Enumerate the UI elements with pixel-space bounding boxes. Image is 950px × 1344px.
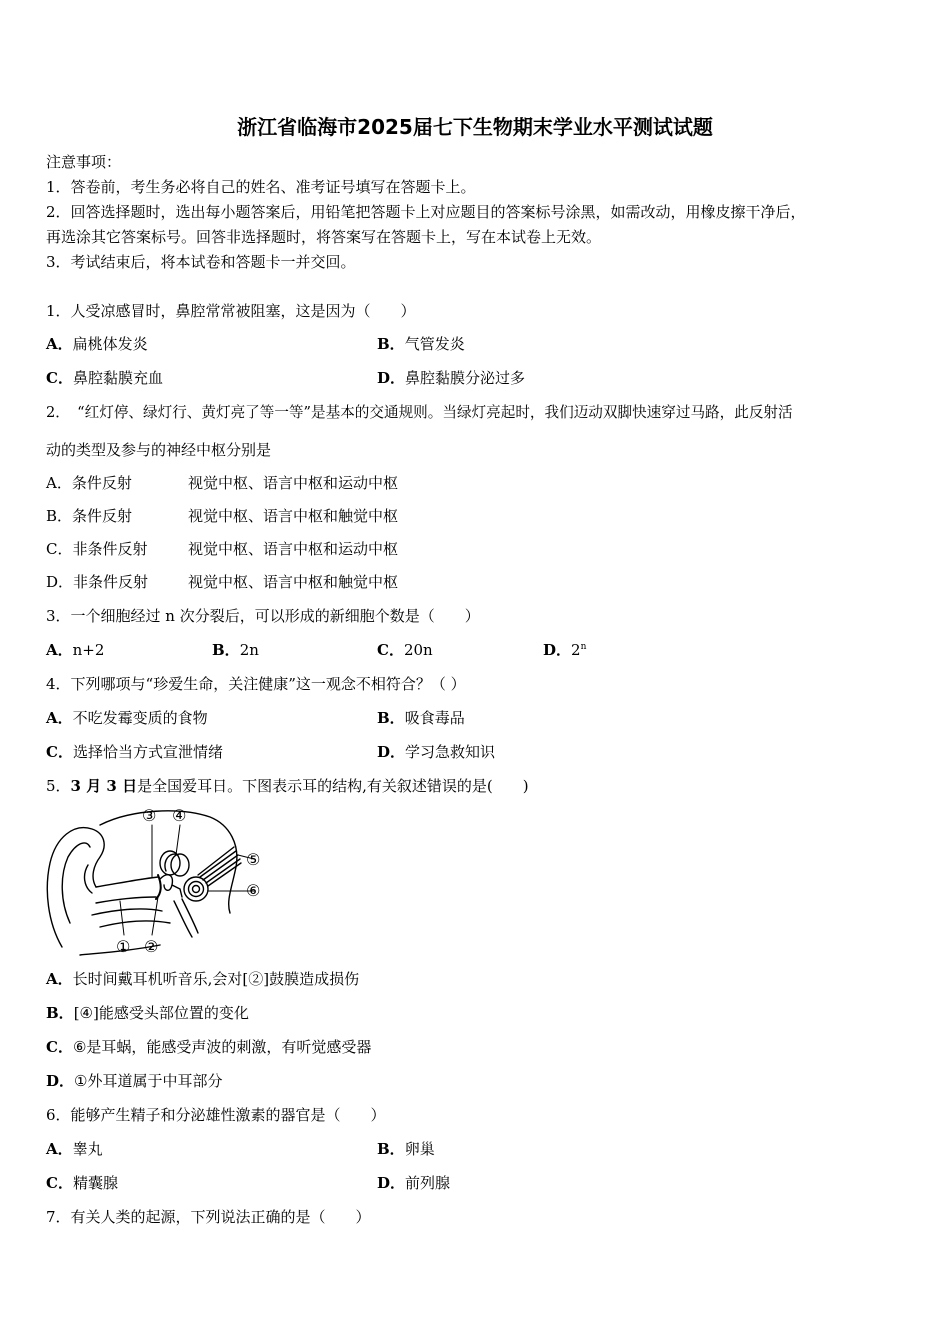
q1-stem: 1．人受凉感冒时，鼻腔常常被阻塞，这是因为（ ） [46, 302, 416, 320]
q5-option-c-label: C． [46, 1038, 73, 1056]
notice-item-2-cont: 再选涂其它答案标号。回答非选择题时，将答案写在答题卡上，写在本试卷上无效。 [46, 228, 602, 246]
leader-4 [176, 825, 180, 855]
q4-option-d [377, 742, 495, 762]
eustachian-tube-2 [182, 899, 198, 933]
notice-heading: 注意事项： [46, 153, 122, 171]
skin-fold-lower [100, 921, 170, 927]
q2-option-a-text: 视觉中枢、语言中枢和运动中枢 [188, 474, 399, 492]
notice-item-2: 2．回答选择题时，选出每小题答案后，用铅笔把答题卡上对应题目的答案标号涂黑，如需改动，用橡皮擦干净后， [46, 203, 806, 221]
q3-option-b [212, 640, 259, 660]
q2-option-d-label: D．非条件反射 [46, 573, 149, 591]
q4-option-c-label: C． [46, 743, 73, 761]
skull-outline [100, 811, 237, 913]
q6-option-a-text: 睾丸 [72, 1140, 103, 1158]
q1-option-a-label: A． [46, 335, 73, 353]
q6-option-c-label: C． [46, 1174, 73, 1192]
ear-label-2: ② [144, 937, 159, 956]
cochlea-outer [184, 877, 208, 901]
q3-stem: 3．一个细胞经过 n 次分裂后，可以形成的新细胞个数是（ ） [46, 607, 480, 625]
ear-label-5: ⑤ [246, 850, 261, 869]
q5-option-b-label: B． [46, 1004, 74, 1022]
ear-canal-lower-wall [96, 897, 156, 903]
q3-option-b-text: 2n [239, 641, 259, 659]
q5-option-c [46, 1037, 371, 1057]
q6-option-b [377, 1139, 435, 1159]
q2-option-c-text: 视觉中枢、语言中枢和运动中枢 [188, 540, 399, 558]
q4-option-d-label: D． [377, 743, 406, 761]
q6-option-c-text: 精囊腺 [72, 1174, 118, 1192]
stapes [172, 885, 182, 897]
ear-canal-upper-wall [96, 877, 158, 887]
leader-2 [152, 897, 158, 935]
ear-structure-figure [40, 805, 272, 960]
q3-option-d-label: D． [543, 641, 572, 659]
canal-skin-fold [92, 909, 162, 915]
q5-option-a-text: 长时间戴耳机听音乐,会对[②]鼓膜造成损伤 [72, 970, 360, 988]
q3-option-d-base: 2 [571, 641, 581, 659]
eustachian-tube-1 [174, 901, 192, 937]
notice-item-1: 1．答卷前，考生务必将自己的姓名、准考证号填写在答题卡上。 [46, 178, 476, 196]
q5-stem-date: 3 月 3 日 [70, 777, 138, 795]
q4-option-a-text: 不吃发霉变质的食物 [72, 709, 208, 727]
q1-option-a [46, 334, 148, 354]
q1-option-d-text: 鼻腔黏膜分泌过多 [405, 369, 526, 387]
q5-option-a-label: A． [46, 970, 73, 988]
q5-stem-text: 是全国爱耳日。下图表示耳的结构,有关叙述错误的是( ) [137, 777, 529, 795]
q2-option-b-text: 视觉中枢、语言中枢和触觉中枢 [188, 507, 399, 525]
auricle-helix [85, 865, 92, 893]
q2-option-a [46, 473, 398, 493]
cochlea-mid [189, 882, 204, 897]
q5-option-d [46, 1071, 222, 1091]
ear-label-3: ③ [142, 806, 157, 825]
q6-option-b-label: B． [377, 1140, 405, 1158]
auditory-nerve-1 [200, 851, 236, 877]
q1-option-c [46, 368, 163, 388]
q2-stem-line1: 2． “红灯停、绿灯行、黄灯亮了等一等”是基本的交通规则。当绿灯亮起时，我们迈动双脚快速穿过马路，此反射活 [46, 404, 793, 421]
q3-option-a [46, 640, 104, 660]
q6-stem: 6．能够产生精子和分泌雄性激素的器官是（ ） [46, 1106, 386, 1124]
q5-option-b-text: [④]能感受头部位置的变化 [73, 1004, 249, 1022]
q5-stem-num: 5． [46, 777, 71, 795]
cochlea-inner [193, 886, 200, 893]
q6-option-a-label: A． [46, 1140, 73, 1158]
q3-option-c [377, 640, 433, 660]
q6-option-c [46, 1173, 118, 1193]
q4-option-a-label: A． [46, 709, 73, 727]
notice-item-3: 3．考试结束后，将本试卷和答题卡一并交回。 [46, 253, 356, 271]
q4-option-c-text: 选择恰当方式宣泄情绪 [72, 743, 223, 761]
q2-option-c-label: C．非条件反射 [46, 540, 148, 558]
q2-option-a-label: A．条件反射 [46, 474, 132, 492]
ear-label-1: ① [116, 937, 131, 956]
q1-option-d [377, 368, 525, 388]
exam-title: 浙江省临海市2025届七下生物期末学业水平测试试题 [237, 115, 713, 139]
q2-option-b [46, 506, 398, 526]
q3-option-a-label: A． [46, 641, 73, 659]
q4-stem: 4．下列哪项与“珍爱生命，关注健康”这一观念不相符合？（ ） [46, 675, 466, 693]
q6-option-d [377, 1173, 450, 1193]
malleus-incus [160, 875, 172, 891]
q1-option-c-label: C． [46, 369, 73, 387]
ear-label-6: ⑥ [246, 881, 261, 900]
q5-option-d-label: D． [46, 1072, 75, 1090]
q2-option-d-text: 视觉中枢、语言中枢和触觉中枢 [188, 573, 399, 591]
q1-option-b-text: 气管发炎 [404, 335, 465, 353]
leader-1 [120, 901, 124, 935]
q3-option-a-text: n+2 [72, 641, 105, 659]
q3-option-d [543, 640, 586, 660]
q6-option-a [46, 1139, 103, 1159]
q5-option-c-text: ⑥是耳蜗，能感受声波的刺激，有听觉感受器 [72, 1038, 372, 1056]
q6-option-d-text: 前列腺 [405, 1174, 451, 1192]
q4-option-b [377, 708, 465, 728]
q1-option-b [377, 334, 465, 354]
q5-stem [46, 776, 529, 796]
q5-option-d-text: ①外耳道属于中耳部分 [74, 1072, 223, 1090]
q4-option-c [46, 742, 223, 762]
q5-option-b [46, 1003, 249, 1023]
ear-label-4: ④ [172, 806, 187, 825]
q2-stem-line2: 动的类型及参与的神经中枢分别是 [46, 441, 272, 459]
q2-option-b-label: B．条件反射 [46, 507, 133, 525]
q6-option-d-label: D． [377, 1174, 406, 1192]
q3-option-b-label: B． [212, 641, 240, 659]
q3-option-c-text: 20n [403, 641, 433, 659]
q4-option-b-label: B． [377, 709, 405, 727]
q7-stem: 7．有关人类的起源，下列说法正确的是（ ） [46, 1208, 371, 1226]
q1-option-d-label: D． [377, 369, 406, 387]
q6-option-b-text: 卵巢 [404, 1140, 435, 1158]
q1-option-a-text: 扁桃体发炎 [72, 335, 148, 353]
q2-option-c [46, 539, 398, 559]
auditory-nerve-5 [208, 863, 241, 886]
q5-option-a [46, 969, 359, 989]
q4-option-a [46, 708, 208, 728]
q1-option-b-label: B． [377, 335, 405, 353]
q4-option-b-text: 吸食毒品 [404, 709, 465, 727]
q2-option-d [46, 572, 398, 592]
q3-option-d-exponent: n [580, 642, 587, 652]
q3-option-c-label: C． [377, 641, 404, 659]
q1-option-c-text: 鼻腔黏膜充血 [72, 369, 163, 387]
q4-option-d-text: 学习急救知识 [405, 743, 496, 761]
